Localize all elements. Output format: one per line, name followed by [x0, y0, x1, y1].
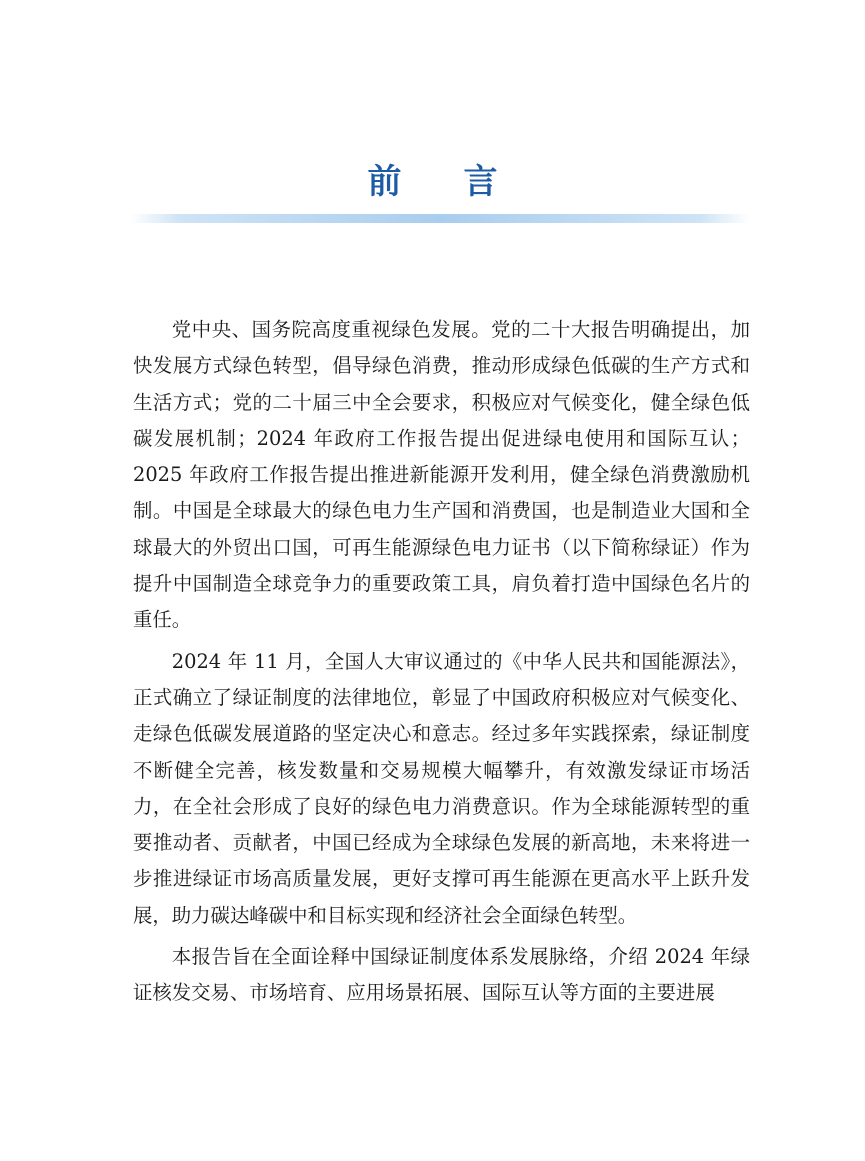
page-title: [0, 152, 865, 212]
paragraph-3: 本报告旨在全面诠释中国绿证制度体系发展脉络，介绍 2024 年绿证核发交易、市场培育、应用场景拓展、国际互认等方面的主要进展: [133, 945, 750, 1005]
preface-body: [133, 312, 750, 1012]
page-title-char-1: 前: [367, 162, 402, 202]
paragraph-2: 2024 年 11 月，全国人大审议通过的《中华人民共和国能源法》，正式确立了绿证制度的法律地位，彰显了中国政府积极应对气候变化、走绿色低碳发展道路的坚定决心和意志。经过多年实践探索，绿证制度不断健全完善，核发数量和交易规模大幅攀升，有效激发绿证市场活力，在全社会形成了良好的绿色电力消费意识。作为全球能源转型的重要推动者、贡献者，中国已经成为全球绿色发展的新高地，未来将进一步推进绿证市场高质量发展，更好支撑可再生能源在更高水平上跃升发展，助力碳达峰碳中和目标实现和经济社会全面绿色转型。: [133, 649, 750, 927]
page-title-char-2: 言: [463, 162, 498, 202]
title-underline-bar: [130, 214, 750, 223]
paragraph-1: 党中央、国务院高度重视绿色发展。党的二十大报告明确提出，加快发展方式绿色转型，倡导绿色消费，推动形成绿色低碳的生产方式和生活方式；党的二十届三中全会要求，积极应对气候变化，健全绿色低碳发展机制；2024 年政府工作报告提出促进绿电使用和国际互认；2025 年政府工作报告提出推进新能源开发利用，健全绿色消费激励机制。中国是全球最大的绿色电力生产国和消费国，也是制造业大国和全球最大的外贸出口国，可再生能源绿色电力证书（以下简称绿证）作为提升中国制造全球竞争力的重要政策工具，肩负着打造中国绿色名片的重任。: [133, 318, 750, 632]
